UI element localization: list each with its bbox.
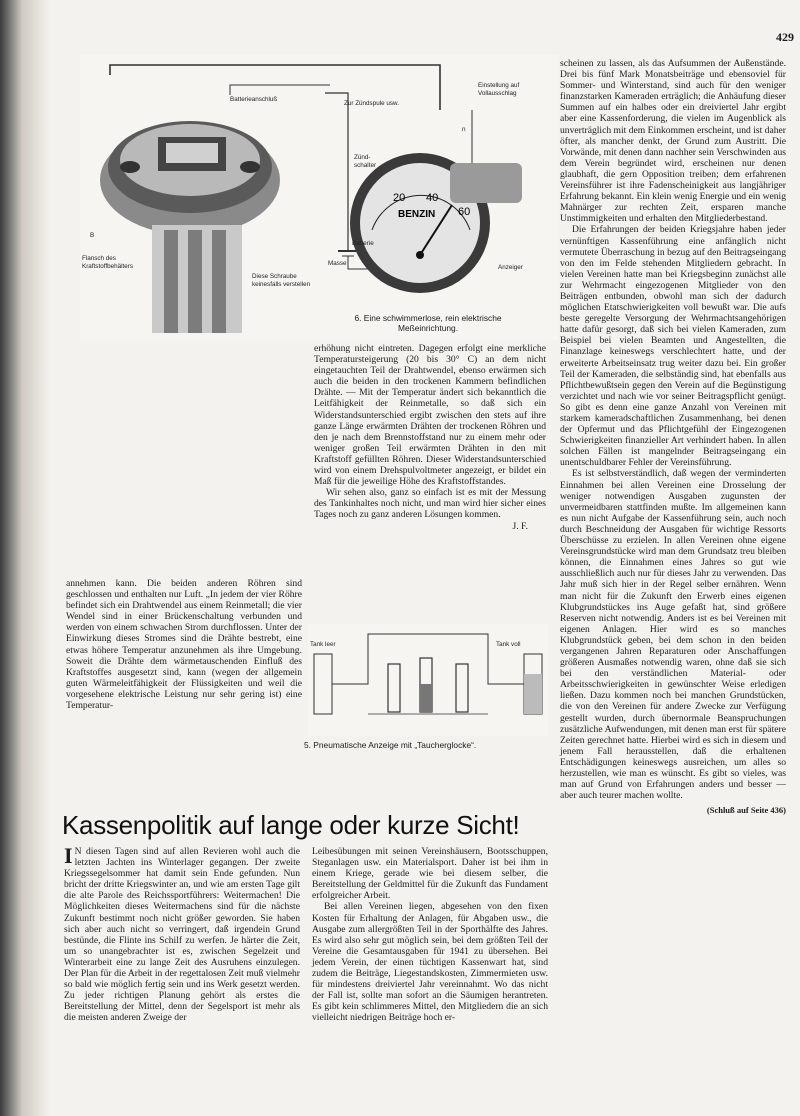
gauge-tick-60: 60	[458, 206, 471, 218]
article-headline: Kassenpolitik auf lange oder kurze Sicht!	[62, 810, 520, 840]
figure-6-caption-line2: Meßeinrichtung.	[397, 323, 459, 333]
label-tank-full: Tank voll	[496, 641, 521, 648]
left-paragraph-1: annehmen kann. Die beiden anderen Röhren sind geschlossen und enthalten nur Luft. „In jedem der vier Röhre befindet sich ein Drahtwendel aus einem Reinmetall; die vier Wendel sind in einer Brückenschaltung verbunden und werden von einem schwachen Strom durchflossen. Unter der Einwirkung dieses Stromes sind die Drähte bestrebt, eine etwas höhere Temperatur anzunehmen als ihre Umgebung. Soweit die Drähte dem wärmetauschenden Einfluß des Kraftstoffes ausgesetzt sind, kann (wegen der allgemein guten Wärmeleitfähigkeit der Flüssigkeiten und weil die vorgesehene elektrische Leistung nur sehr gering ist) eine Temperatur-	[66, 578, 302, 712]
label-full-deflection-2: Vollausschlag	[478, 90, 517, 97]
gauge-tick-40: 40	[426, 192, 439, 204]
label-indicator: Anzeiger	[498, 264, 523, 271]
label-full-deflection-1: Einstellung auf	[478, 82, 520, 89]
label-flange-2: Kraftstoffbehälters	[82, 263, 133, 270]
figure-5-pneumatic-diagram	[308, 624, 548, 736]
label-screw-2: keinesfalls verstellen	[252, 281, 311, 288]
label-screw-1: Diese Schraube	[252, 273, 297, 280]
figure-5-caption: 5. Pneumatische Anzeige mit „Taucherglocke“.	[304, 740, 477, 750]
article-middle-column	[312, 846, 548, 1024]
label-flange-1: Flansch des	[82, 255, 116, 262]
label-b: B	[90, 232, 95, 239]
gauge-tick-20: 20	[393, 192, 406, 204]
book-spine-shadow	[0, 0, 50, 1116]
mid-paragraph-1: erhöhung nicht eintreten. Dagegen erfolgt eine merkliche Temperatursteigerung (20 bis 30° C) an dem nicht eingetauchten Teil der Drahtwendel, ebenso erwärmen sich auch die beiden in den trockenen Kammern befindlichen Drähte. — Mit der Temperatur ändert sich bekanntlich die Leitfähigkeit der Reinmetalle, so daß sich ein Widerstandsunterschied ergibt zwischen den stets auf ihre ganze Länge erwärmten Drähten der trockenen Röhren und den je nach dem Brennstoffstand nur zu einem mehr oder weniger großen Teil erwärmten Drähten in den mit Kraftstoff gefüllten Röhren. Dieser Widerstandsunterschied wird von einem Drehspulvoltmeter angezeigt, er bildet ein Maß für die jeweilige Höhe des Kraftstoffstandes.	[314, 343, 546, 488]
article-paragraph-2: Leibesübungen mit seinen Vereinshäusern, Bootsschuppen, Steganlagen usw. ein Materialsport. Daher ist bei ihm in einem Kriege, gerade wie bei diesem selber, die Bereitstellung der Geldmittel für die Zukunft das Fundament erfolgreicher Arbeit.	[312, 846, 548, 902]
label-ignition-switch-1: Zünd-	[354, 154, 371, 161]
middle-column	[314, 343, 546, 532]
label-battery: Batterie	[352, 240, 374, 247]
article-paragraph-3: Bei allen Vereinen liegen, abgesehen von den fixen Kosten für Erhaltung der Anlagen, für Abgaben usw., die Ausgabe zum allergrößten Teil in der Sporthälfte des Jahres. Es wird also sehr gut möglich sein, bei dem größten Teil der Vereine die Gesamtausgaben für 1941 zu übersehen. Bei jedem Verein, der einen tüchtigen Kassenwart hat, sind zudem die Beiträge, Liegestandskosten, Zimmermieten usw. für mindestens dreiviertel Jahr vereinnahmt. Wo das nicht der Fall ist, sollte man sofort an die Säumigen herantreten. Es gibt kein schlimmeres Mittel, den Mitgliedern die an sich vielleicht niedrigen Beiträge hoch er-	[312, 901, 548, 1024]
label-ground: Masse	[328, 260, 347, 267]
dropcap: I	[64, 843, 73, 868]
label-tank-empty: Tank leer	[310, 641, 336, 648]
right-paragraph-2: Die Erfahrungen der beiden Kriegsjahre haben jeder vernünftigen Kassenführung eine anfänglich nicht vermutete Überraschung in bezug auf den Beitragseingang von den im Felde stehenden Mitgliedern gebracht. In vielen Vereinen hatte man bei Kriegsbeginn zunächst alle zur Wehrmacht eingezogenen Mitglieder von den Beiträgen entbunden, obwohl man sich der dadurch möglichen Etatschwierigkeiten voll bewußt war. Die aufs beste geregelte Versorgung der Wehrmachtsangehörigen hatte dafür gesorgt, daß sich bei vielen Kameraden, zum Beispiel bei vielen Beamten und Angestellten, die Finanzlage keineswegs verschlechtert hatte, und der erweiterte Arbeitseinsatz trug weiter dazu bei. Ein großer Teil der Kameraden, die selbständig sind, hat ebenfalls aus Pflichtbewußtsein gegen den Verein auf die Begünstigung verzichtet und nach wie vor seiner Beitragspflicht genügt. So gibt es denn eine ganze Anzahl von Vereinen mit starkem kameradschaftlichen Zusammenhang, bei denen der Opfermut und das Pflichtgefühl der Eingezogenen Schwierigkeiten finanzieller Art verhindert haben. In allen solchen Fällen ist mangelnder Beitragseingang ein unentschuldbarer Fehler der Vereinsführung.	[560, 224, 786, 469]
left-column	[66, 578, 302, 711]
label-to-ignition-coil: Zur Zündspule usw.	[344, 100, 399, 107]
right-paragraph-3: Es ist selbstverständlich, daß wegen der verminderten Einnahmen bei allen Vereinen eine Drosselung der weniger notwendigen Ausgaben zugunsten der unvermeidbaren stattfinden mußte. Im allgemeinen kann es nun nicht Aufgabe der Kassenführung sein, auch noch durch Beschneidung der Ausgaben für wichtige Ressorts Überschüsse zu erzielen. In allen Vereinen ohne eigene Vereinsgrundstücke wird man dem Grundsatz treu bleiben können, die Einnahmen eines Jahres so gut wie ausschließlich auch nur für dieses Jahr zu verwenden. Das Jahr muß sich hier in der Regel selber ernähren. Wenn man nicht für die Zukunft den Erwerb eines eigenen Klubgrundstückes ins Auge gefaßt hat, sind größere Reserven nicht notwendig. Anders ist es bei Vereinen mit eigenen Anlagen. Hier wird es so manches Klubgrundstück geben, bei dem schon in den beiden vergangenen Jahren Reparaturen oder Anschaffungen größeren Ausmaßes notwendig waren, ohne daß sie sich bei den verständlichen Material- oder Arbeitsschwierigkeiten in gewünschter Weise erledigen ließen. Dazu kommen noch bei manchen Grundstücken, die von den Vereinen für andere Zwecke zur Verfügung gestellt wurden, durch übernormale Beanspruchungen zusätzliche Aufwendungen, mit denen man erst für spätere Zeiten gerechnet hatte. Hierbei wird es sich in diesem und jenem Fall herausstellen, daß die erhaltenen Entschädigungen keineswegs ausreichen, um alles so herzustellen, wie man es wünscht. Es gibt so vieles, was man auf Grund von Erfahrungen anders und besser — aber auch teurer machen wollte.	[560, 468, 786, 802]
page-number: 429	[776, 30, 794, 44]
gauge-word: BENZIN	[398, 209, 436, 220]
article-left-column	[64, 843, 300, 1024]
label-n: n	[462, 126, 466, 133]
figure-6-caption-line1: 6. Eine schwimmerlose, rein elektrische	[354, 313, 502, 323]
right-paragraph-1: scheinen zu lassen, als das Aufsummen der Außenstände. Drei bis fünf Mark Monatsbeiträge und ebensoviel für Sommer- und Winterstand, sind auch für den weniger finanzstarken Kameraden erträglich; die Anhäufung dieser Summen auf ein halbes oder ein dreiviertel Jahr ergibt aber eine Kassenforderung, die vielen im Augenblick als unverträglich mit dem Einkommen erscheint, und ist daher öfter, als mancher denkt, der Grund zum Austritt. Die Vorwände, mit denen dann nachher sein Verschwinden aus dem Verein begründet wird, erscheinen nur denen glaubhaft, die gern Opposition treiben; dem erfahrenen Vereinsführer ist ihre Fadenscheinigkeit aus langjähriger Erfahrung bekannt. Ein klein wenig Energie und ein wenig Mahnärger zur rechten Zeit, ersparen manche Unstimmigkeiten und erhalten den Mitgliederbestand.	[560, 58, 787, 225]
author-signature: J. F.	[512, 520, 528, 532]
article-paragraph-1	[64, 843, 300, 1024]
mid-paragraph-2: Wir sehen also, ganz so einfach ist es mit der Messung des Tankinhaltes noch nicht, und man wird hier sicher eines Tages noch zu ganz anderen Lösungen kommen.	[314, 487, 546, 521]
article-paragraph-1-text: N diesen Tagen sind auf allen Revieren wohl auch die letzten Jachten ins Winterlager gegangen. Der zweite Kriegssegelsommer hat damit sein Ende gefunden. Nun bricht der dritte Kriegswinter an, und wie am ersten Tage gilt die alte Parole des Reichssportführers: Weitermachen! Die Möglichkeiten dieses Weitermachens sind für die nächste Zukunft bestimmt noch nicht größer geworden. Sie haben sich aber auch nicht so verringert, daß irgendein Grund bestünde, die Flinte ins Schilf zu werfen. Je härter die Zeit, um so unangebrachter ist es, zwischen Segelzeit und Winterarbeit eine zu lange Zeit des Ausruhens einzulegen. Der Plan für die Arbeit in der regettalosen Zeit muß vielmehr so bald wie möglich fertig sein und ins Werk gesetzt werden. Zu jeder richtigen Planung gehört als erstes die Bereitstellung der Mittel, denn der Segelsport ist mehr als die meisten anderen Zweige der	[64, 846, 300, 1024]
figure-6-fuel-gauge-diagram	[80, 55, 558, 340]
label-battery-connection: Batterieanschluß	[230, 96, 278, 103]
label-ignition-switch-2: schalter	[354, 162, 377, 169]
right-column	[560, 58, 786, 816]
continued-note: (Schluß auf Seite 436)	[706, 805, 786, 816]
figure-6-caption	[318, 313, 538, 333]
